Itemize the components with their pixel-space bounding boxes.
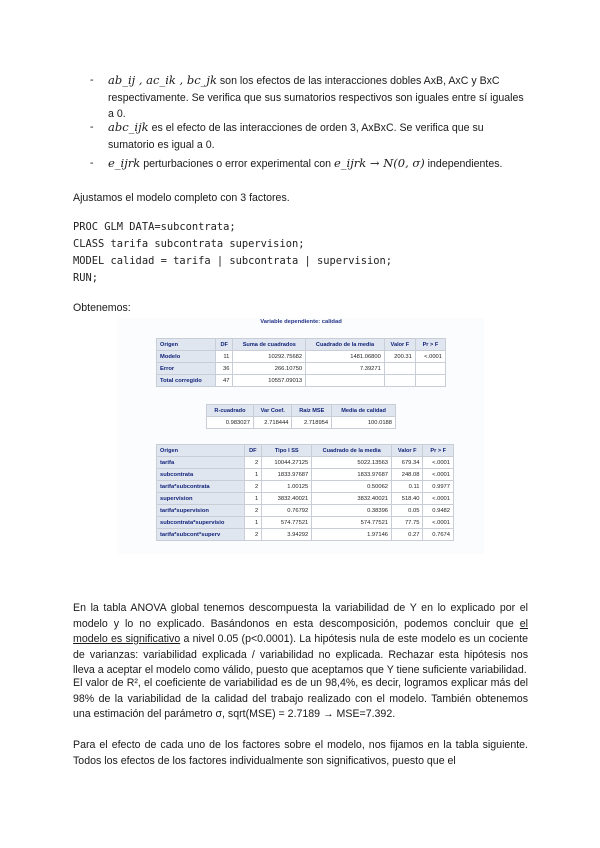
cell: 10557.09013 [233, 375, 306, 387]
obtenemos-label: Obtenemos: [73, 302, 131, 314]
sas-output-figure [118, 318, 484, 554]
row-label: Modelo [157, 351, 216, 363]
cell: 7.39271 [306, 363, 385, 375]
cell: 1833.97687 [262, 469, 312, 481]
anova-table [156, 338, 446, 387]
col-header: Valor F [384, 339, 415, 351]
code-line-2: CLASS tarifa subcontrata supervision; [73, 238, 305, 250]
col-header: R-cuadrado [207, 405, 254, 417]
math-error-distribution: e_ijrk → N(0, σ) [334, 156, 425, 170]
row-label: subcontrata*supervisio [157, 517, 245, 529]
cell: 574.77521 [312, 517, 392, 529]
cell: <.0001 [423, 493, 454, 505]
r-squared-paragraph: El valor de R², el coeficiente de variabilidad es de un 98,4%, es decir, logramos explicar más del 98% de la variabilidad de la calidad del trabajo realizado con el modelo. También obtenemos una estimación del parámetro σ, sqrt(MSE) = 2.7189 → MSE=7.392. [73, 677, 528, 720]
cell: 1 [244, 469, 262, 481]
col-header: Origen [157, 339, 216, 351]
cell: 0.9482 [423, 505, 454, 517]
para1-text-a: En la tabla ANOVA global tenemos descompuesta la variabilidad de Y en lo explicado por el modelo y lo no explicado. Basándonos en esta descomposición, podemos concluir que [73, 602, 528, 630]
cell: 0.7674 [423, 529, 454, 541]
table-row [157, 517, 454, 529]
anova-interpretation-paragraph [73, 601, 528, 679]
cell: <.0001 [415, 351, 445, 363]
cell: 10292.75682 [233, 351, 306, 363]
table-row [157, 481, 454, 493]
cell: 1 [244, 493, 262, 505]
col-header: Cuadrado de la media [306, 339, 385, 351]
table-row [157, 375, 446, 387]
col-header: Valor F [392, 445, 423, 457]
cell: 518.40 [392, 493, 423, 505]
cell: 1.97146 [312, 529, 392, 541]
cell: 2 [244, 529, 262, 541]
bullet-dash: - [90, 121, 94, 133]
cell: 5022.13563 [312, 457, 392, 469]
row-label: tarifa*subcontrata [157, 481, 245, 493]
col-header: DF [244, 445, 262, 457]
cell: 3832.40021 [312, 493, 392, 505]
row-label: subcontrata [157, 469, 245, 481]
math-e-ijrk: e_ijrk [108, 156, 141, 170]
para1-underlined: el modelo es significativo [73, 617, 528, 645]
table-header-row [207, 405, 396, 417]
table-row [157, 529, 454, 541]
type1-ss-table [156, 444, 454, 541]
cell [384, 375, 415, 387]
table-row [157, 351, 446, 363]
col-header: Tipo I SS [262, 445, 312, 457]
cell [415, 375, 445, 387]
fit-statistics-table [206, 404, 396, 429]
cell: 679.34 [392, 457, 423, 469]
cell: 47 [215, 375, 232, 387]
cell: 0.983027 [207, 417, 254, 429]
cell: 10044.27125 [262, 457, 312, 469]
cell: 1481.06800 [306, 351, 385, 363]
code-line-3: MODEL calidad = tarifa | subcontrata | supervision; [73, 255, 393, 267]
table-row [157, 457, 454, 469]
cell: 100.0188 [332, 417, 396, 429]
cell: 574.77521 [262, 517, 312, 529]
dependent-variable-title: Variable dependiente: calidad [260, 319, 342, 325]
table-row [157, 505, 454, 517]
col-header: Media de calidad [332, 405, 396, 417]
table-header-row [157, 445, 454, 457]
code-line-1: PROC GLM DATA=subcontrata; [73, 221, 236, 233]
row-label: tarifa*subcont*superv [157, 529, 245, 541]
cell: <.0001 [423, 457, 454, 469]
cell: 36 [215, 363, 232, 375]
cell: <.0001 [423, 517, 454, 529]
cell [384, 363, 415, 375]
cell: 3832.40021 [262, 493, 312, 505]
cell: 1 [244, 517, 262, 529]
cell: 2.718954 [292, 417, 332, 429]
math-abc: abc_ijk [108, 120, 149, 134]
cell: <.0001 [423, 469, 454, 481]
cell: 1833.97687 [312, 469, 392, 481]
bullet-dash: - [90, 74, 94, 86]
math-ab-ac-bc: ab_ij , ac_ik , bc_jk [108, 73, 217, 87]
cell: 2.718444 [253, 417, 292, 429]
cell: 0.27 [392, 529, 423, 541]
table-row [207, 417, 396, 429]
row-label: tarifa [157, 457, 245, 469]
cell: 3.94292 [262, 529, 312, 541]
row-label: tarifa*supervision [157, 505, 245, 517]
bullet-text: perturbaciones o error experimental con [140, 158, 334, 170]
bullet-text-end: independientes. [424, 158, 503, 170]
cell: 11 [215, 351, 232, 363]
table-row [157, 493, 454, 505]
cell: 2 [244, 481, 262, 493]
intro-paragraph: Ajustamos el modelo completo con 3 factores. [73, 192, 290, 204]
row-label: supervision [157, 493, 245, 505]
cell [415, 363, 445, 375]
bullet-text: es el efecto de las interacciones de orden 3, AxBxC. Se verifica que su sumatorio es igual a 0. [108, 122, 484, 151]
col-header: Origen [157, 445, 245, 457]
cell: 266.10750 [233, 363, 306, 375]
row-label: Error [157, 363, 216, 375]
bullet-dash: - [90, 157, 94, 169]
cell: 200.31 [384, 351, 415, 363]
cell [306, 375, 385, 387]
bullet-text: son los efectos de las interacciones dobles AxB, AxC y BxC respectivamente. Se verifica que sus sumatorios respectivos son iguales entre sí iguales a 0. [108, 75, 524, 120]
col-header: DF [215, 339, 232, 351]
col-header: Raíz MSE [292, 405, 332, 417]
col-header: Var Coef. [253, 405, 292, 417]
cell: 2 [244, 505, 262, 517]
cell: 0.9977 [423, 481, 454, 493]
factors-paragraph: Para el efecto de cada uno de los factores sobre el modelo, nos fijamos en la tabla siguiente. Todos los efectos de los factores individualmente son significativos, puesto que el [73, 739, 528, 767]
cell: 0.11 [392, 481, 423, 493]
cell: 0.38396 [312, 505, 392, 517]
col-header: Cuadrado de la media [312, 445, 392, 457]
col-header: Pr > F [415, 339, 445, 351]
col-header: Pr > F [423, 445, 454, 457]
para1-text-b: a nivel 0.05 (p<0.0001). La hipótesis nula de este modelo es un cociente de varianzas: variabilidad explicada / variabilidad no explicada. Rechazar esta hipótesis nos lleva a aceptar el modelo como válido, puesto que aceptamos que Y tiene suficiente variabilidad. [73, 633, 528, 676]
cell: 0.76792 [262, 505, 312, 517]
cell: 2 [244, 457, 262, 469]
table-row [157, 363, 446, 375]
cell: 1.00125 [262, 481, 312, 493]
cell: 0.50062 [312, 481, 392, 493]
cell: 77.75 [392, 517, 423, 529]
cell: 0.05 [392, 505, 423, 517]
col-header: Suma de cuadrados [233, 339, 306, 351]
table-header-row [157, 339, 446, 351]
code-line-4: RUN; [73, 272, 99, 284]
table-row [157, 469, 454, 481]
cell: 248.08 [392, 469, 423, 481]
row-label: Total corregido [157, 375, 216, 387]
